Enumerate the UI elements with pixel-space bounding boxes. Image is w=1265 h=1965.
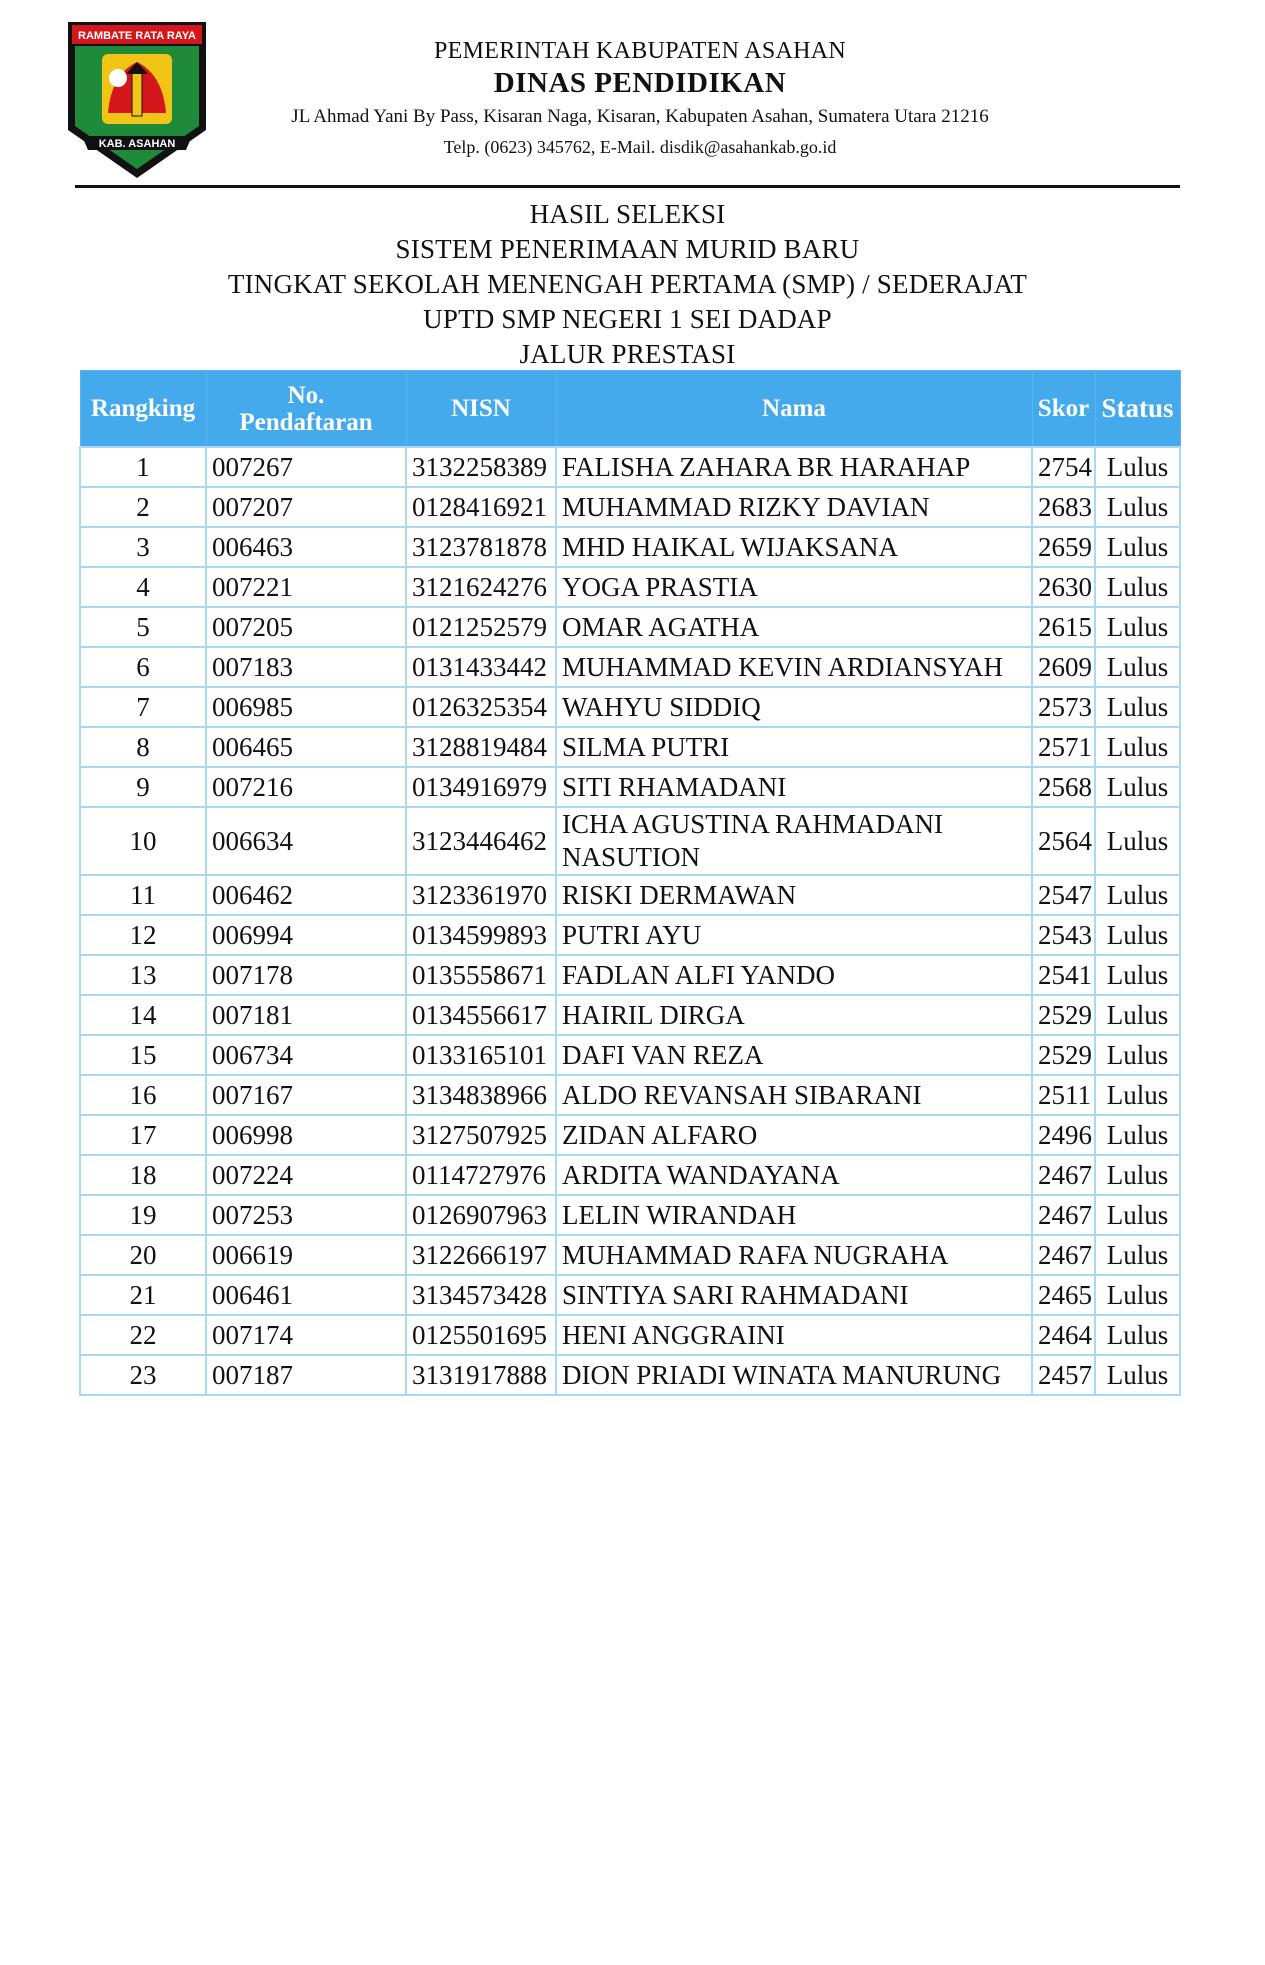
- status-cell: Lulus: [1095, 1075, 1180, 1115]
- rank-cell: 3: [80, 527, 206, 567]
- registration-number-cell: 007187: [206, 1355, 406, 1395]
- rank-cell: 13: [80, 955, 206, 995]
- name-cell: ARDITA WANDAYANA: [556, 1155, 1032, 1195]
- score-cell: 2511: [1032, 1075, 1095, 1115]
- status-cell: Lulus: [1095, 1115, 1180, 1155]
- letterhead: [230, 36, 1050, 162]
- table-row: [80, 1195, 1180, 1235]
- rank-cell: 20: [80, 1235, 206, 1275]
- name-cell: PUTRI AYU: [556, 915, 1032, 955]
- score-cell: 2543: [1032, 915, 1095, 955]
- name-cell: HENI ANGGRAINI: [556, 1315, 1032, 1355]
- nisn-cell: 0128416921: [406, 487, 556, 527]
- registration-number-cell: 007207: [206, 487, 406, 527]
- table-row: [80, 1075, 1180, 1115]
- nisn-cell: 3131917888: [406, 1355, 556, 1395]
- registration-number-cell: 006461: [206, 1275, 406, 1315]
- nisn-cell: 3134838966: [406, 1075, 556, 1115]
- name-cell: WAHYU SIDDIQ: [556, 687, 1032, 727]
- registration-number-cell: 007216: [206, 767, 406, 807]
- header-status: Status: [1095, 371, 1180, 448]
- name-cell: FADLAN ALFI YANDO: [556, 955, 1032, 995]
- registration-number-cell: 007221: [206, 567, 406, 607]
- name-cell: MUHAMMAD KEVIN ARDIANSYAH: [556, 647, 1032, 687]
- nisn-cell: 0134916979: [406, 767, 556, 807]
- registration-number-cell: 007178: [206, 955, 406, 995]
- status-cell: Lulus: [1095, 607, 1180, 647]
- status-cell: Lulus: [1095, 1195, 1180, 1235]
- status-cell: Lulus: [1095, 767, 1180, 807]
- score-cell: 2496: [1032, 1115, 1095, 1155]
- rank-cell: 2: [80, 487, 206, 527]
- rank-cell: 6: [80, 647, 206, 687]
- name-cell: MHD HAIKAL WIJAKSANA: [556, 527, 1032, 567]
- nisn-cell: 0131433442: [406, 647, 556, 687]
- score-cell: 2615: [1032, 607, 1095, 647]
- score-cell: 2573: [1032, 687, 1095, 727]
- name-cell: SINTIYA SARI RAHMADANI: [556, 1275, 1032, 1315]
- registration-number-cell: 007253: [206, 1195, 406, 1235]
- nisn-cell: 0126325354: [406, 687, 556, 727]
- nisn-cell: 3127507925: [406, 1115, 556, 1155]
- rank-cell: 21: [80, 1275, 206, 1315]
- score-cell: 2568: [1032, 767, 1095, 807]
- score-cell: 2630: [1032, 567, 1095, 607]
- registration-number-cell: 007167: [206, 1075, 406, 1115]
- document-title: [75, 197, 1180, 372]
- score-cell: 2541: [1032, 955, 1095, 995]
- rank-cell: 4: [80, 567, 206, 607]
- table-row: [80, 527, 1180, 567]
- status-cell: Lulus: [1095, 487, 1180, 527]
- score-cell: 2609: [1032, 647, 1095, 687]
- status-cell: Lulus: [1095, 687, 1180, 727]
- name-cell: SILMA PUTRI: [556, 727, 1032, 767]
- rank-cell: 23: [80, 1355, 206, 1395]
- registration-number-cell: 007174: [206, 1315, 406, 1355]
- letterhead-divider: [75, 185, 1180, 188]
- header-score: Skor: [1032, 371, 1095, 448]
- name-cell: MUHAMMAD RIZKY DAVIAN: [556, 487, 1032, 527]
- rank-cell: 18: [80, 1155, 206, 1195]
- table-row: [80, 1355, 1180, 1395]
- name-cell: YOGA PRASTIA: [556, 567, 1032, 607]
- table-row: [80, 915, 1180, 955]
- registration-number-cell: 006619: [206, 1235, 406, 1275]
- rank-cell: 10: [80, 807, 206, 875]
- name-cell: OMAR AGATHA: [556, 607, 1032, 647]
- score-cell: 2467: [1032, 1195, 1095, 1235]
- nisn-cell: 0114727976: [406, 1155, 556, 1195]
- header-registration-line-2: Pendaftaran: [239, 408, 373, 436]
- score-cell: 2467: [1032, 1155, 1095, 1195]
- header-registration-number: [206, 371, 406, 448]
- status-cell: Lulus: [1095, 1035, 1180, 1075]
- name-cell: FALISHA ZAHARA BR HARAHAP: [556, 447, 1032, 487]
- registration-number-cell: 006734: [206, 1035, 406, 1075]
- title-line-4: UPTD SMP NEGERI 1 SEI DADAP: [423, 304, 832, 334]
- status-cell: Lulus: [1095, 1355, 1180, 1395]
- name-cell: DAFI VAN REZA: [556, 1035, 1032, 1075]
- table-row: [80, 875, 1180, 915]
- table-row: [80, 1235, 1180, 1275]
- rank-cell: 5: [80, 607, 206, 647]
- status-cell: Lulus: [1095, 955, 1180, 995]
- header-registration-line-1: No.: [287, 381, 325, 409]
- table-row: [80, 767, 1180, 807]
- nisn-cell: 0133165101: [406, 1035, 556, 1075]
- rank-cell: 16: [80, 1075, 206, 1115]
- table-row: [80, 1275, 1180, 1315]
- emblem-ribbon-text: KAB. ASAHAN: [98, 138, 176, 150]
- rank-cell: 14: [80, 995, 206, 1035]
- registration-number-cell: 007183: [206, 647, 406, 687]
- table-row: [80, 995, 1180, 1035]
- rank-cell: 19: [80, 1195, 206, 1235]
- rank-cell: 11: [80, 875, 206, 915]
- registration-number-cell: 007267: [206, 447, 406, 487]
- score-cell: 2754: [1032, 447, 1095, 487]
- nisn-cell: 0135558671: [406, 955, 556, 995]
- status-cell: Lulus: [1095, 1235, 1180, 1275]
- nisn-cell: 3132258389: [406, 447, 556, 487]
- status-cell: Lulus: [1095, 647, 1180, 687]
- status-cell: Lulus: [1095, 567, 1180, 607]
- name-cell: DION PRIADI WINATA MANURUNG: [556, 1355, 1032, 1395]
- table-row: [80, 1115, 1180, 1155]
- table-row: [80, 607, 1180, 647]
- registration-number-cell: 006994: [206, 915, 406, 955]
- title-line-1: HASIL SELEKSI: [529, 199, 726, 229]
- score-cell: 2547: [1032, 875, 1095, 915]
- rank-cell: 1: [80, 447, 206, 487]
- nisn-cell: 3128819484: [406, 727, 556, 767]
- table-row: [80, 647, 1180, 687]
- rank-cell: 12: [80, 915, 206, 955]
- rank-cell: 9: [80, 767, 206, 807]
- registration-number-cell: 007224: [206, 1155, 406, 1195]
- title-line-5: JALUR PRESTASI: [519, 339, 736, 369]
- status-cell: Lulus: [1095, 995, 1180, 1035]
- nisn-cell: 3121624276: [406, 567, 556, 607]
- name-cell: ALDO REVANSAH SIBARANI: [556, 1075, 1032, 1115]
- registration-number-cell: 006465: [206, 727, 406, 767]
- title-line-2: SISTEM PENERIMAAN MURID BARU: [395, 234, 860, 264]
- registration-number-cell: 007181: [206, 995, 406, 1035]
- kabupaten-asahan-emblem: [62, 18, 212, 183]
- agency-name: DINAS PENDIDIKAN: [493, 67, 787, 99]
- status-cell: Lulus: [1095, 727, 1180, 767]
- table-header-row: [80, 371, 1180, 448]
- nisn-cell: 3123781878: [406, 527, 556, 567]
- score-cell: 2529: [1032, 995, 1095, 1035]
- header-rank: Rangking: [80, 371, 206, 448]
- status-cell: Lulus: [1095, 527, 1180, 567]
- emblem-banner-text: RAMBATE RATA RAYA: [78, 30, 196, 42]
- status-cell: Lulus: [1095, 807, 1180, 875]
- title-line-3: TINGKAT SEKOLAH MENENGAH PERTAMA (SMP) / SEDERAJAT: [227, 269, 1028, 299]
- table-row: [80, 1035, 1180, 1075]
- rank-cell: 7: [80, 687, 206, 727]
- nisn-cell: 0134599893: [406, 915, 556, 955]
- nisn-cell: 0121252579: [406, 607, 556, 647]
- rank-cell: 15: [80, 1035, 206, 1075]
- status-cell: Lulus: [1095, 1275, 1180, 1315]
- nisn-cell: 0126907963: [406, 1195, 556, 1235]
- table-row: [80, 1155, 1180, 1195]
- name-cell: SITI RHAMADANI: [556, 767, 1032, 807]
- table-row: [80, 567, 1180, 607]
- header-nisn: NISN: [406, 371, 556, 448]
- nisn-cell: 3122666197: [406, 1235, 556, 1275]
- score-cell: 2529: [1032, 1035, 1095, 1075]
- nisn-cell: 3134573428: [406, 1275, 556, 1315]
- registration-number-cell: 007205: [206, 607, 406, 647]
- name-cell: HAIRIL DIRGA: [556, 995, 1032, 1035]
- rank-cell: 22: [80, 1315, 206, 1355]
- score-cell: 2659: [1032, 527, 1095, 567]
- status-cell: Lulus: [1095, 875, 1180, 915]
- table-row: [80, 727, 1180, 767]
- name-cell: ICHA AGUSTINA RAHMADANI NASUTION: [556, 807, 1032, 875]
- agency-contact: Telp. (0623) 345762, E-Mail. disdik@asahankab.go.id: [443, 137, 837, 157]
- table-row: [80, 487, 1180, 527]
- table-row: [80, 447, 1180, 487]
- status-cell: Lulus: [1095, 1315, 1180, 1355]
- rank-cell: 17: [80, 1115, 206, 1155]
- score-cell: 2464: [1032, 1315, 1095, 1355]
- name-cell: MUHAMMAD RAFA NUGRAHA: [556, 1235, 1032, 1275]
- nisn-cell: 3123446462: [406, 807, 556, 875]
- table-row: [80, 807, 1180, 875]
- registration-number-cell: 006462: [206, 875, 406, 915]
- score-cell: 2467: [1032, 1235, 1095, 1275]
- government-name: PEMERINTAH KABUPATEN ASAHAN: [434, 38, 846, 64]
- score-cell: 2465: [1032, 1275, 1095, 1315]
- table-body: [80, 447, 1180, 1395]
- status-cell: Lulus: [1095, 447, 1180, 487]
- nisn-cell: 0134556617: [406, 995, 556, 1035]
- rank-cell: 8: [80, 727, 206, 767]
- name-cell: LELIN WIRANDAH: [556, 1195, 1032, 1235]
- status-cell: Lulus: [1095, 1155, 1180, 1195]
- registration-number-cell: 006998: [206, 1115, 406, 1155]
- table-row: [80, 955, 1180, 995]
- registration-number-cell: 006463: [206, 527, 406, 567]
- table-row: [80, 687, 1180, 727]
- table-row: [80, 1315, 1180, 1355]
- name-cell: ZIDAN ALFARO: [556, 1115, 1032, 1155]
- score-cell: 2564: [1032, 807, 1095, 875]
- nisn-cell: 3123361970: [406, 875, 556, 915]
- status-cell: Lulus: [1095, 915, 1180, 955]
- score-cell: 2571: [1032, 727, 1095, 767]
- score-cell: 2683: [1032, 487, 1095, 527]
- registration-number-cell: 006634: [206, 807, 406, 875]
- header-name: Nama: [556, 371, 1032, 448]
- agency-address: JL Ahmad Yani By Pass, Kisaran Naga, Kisaran, Kabupaten Asahan, Sumatera Utara 21216: [291, 106, 989, 127]
- name-cell: RISKI DERMAWAN: [556, 875, 1032, 915]
- score-cell: 2457: [1032, 1355, 1095, 1395]
- selection-results-table: [79, 370, 1181, 1396]
- nisn-cell: 0125501695: [406, 1315, 556, 1355]
- registration-number-cell: 006985: [206, 687, 406, 727]
